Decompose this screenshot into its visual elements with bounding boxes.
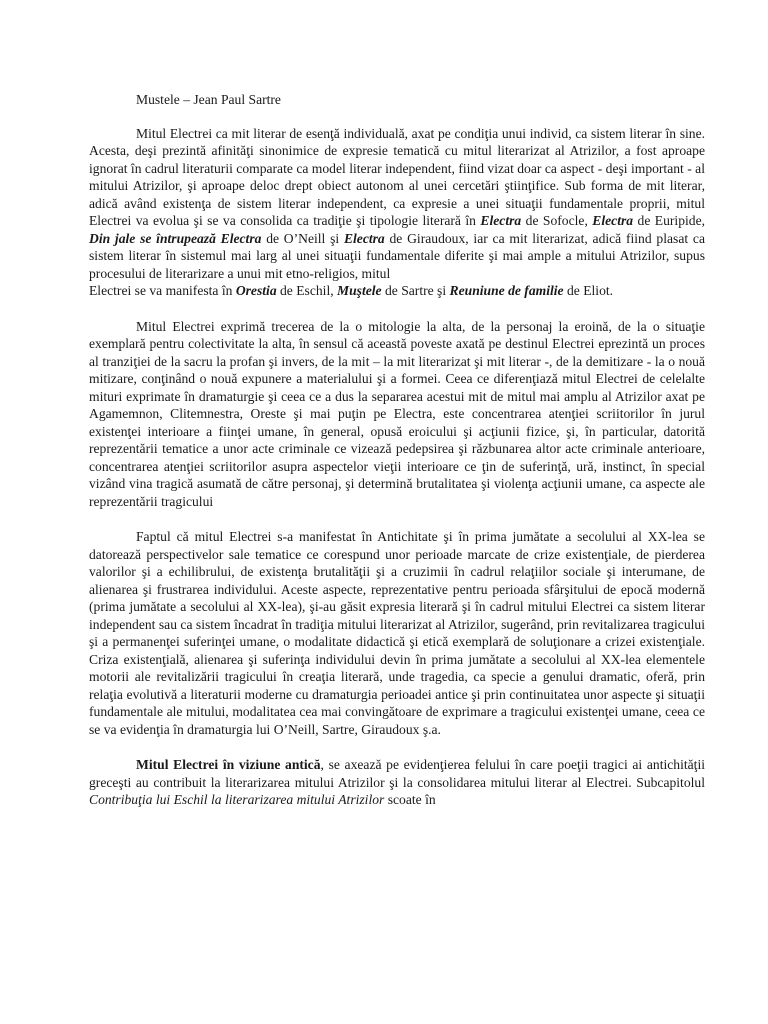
work-title-din-jale: Din jale se întrupează Electra (89, 230, 262, 246)
text-run: de Eschil, (276, 283, 338, 298)
work-title-electra-euripide: Electra (592, 213, 634, 228)
section-heading-inline: Mitul Electrei în viziune antică (136, 757, 321, 772)
text-run: de Sofocle, (521, 213, 593, 228)
work-title-electra-giraudoux: Electra (343, 230, 385, 246)
text-run: scoate în (384, 792, 436, 807)
work-title-orestia: Orestia (235, 283, 277, 298)
work-title-reuniune: Reuniune de familie (449, 283, 564, 298)
work-title-electra-sofocle: Electra (480, 213, 522, 228)
text-run: de O’Neill şi (261, 230, 344, 246)
paragraph-electra-myth-intro (89, 125, 705, 283)
paragraph-twentieth-century: Faptul că mitul Electrei s-a manifestat în Antichitate şi în prima jumătate a secolului al XX-lea se datorează perspectivelor sale tematice ce corespund unor perioade marcate de crize existenţiale, de pierderea valorilor şi a echilibrului, de existenţa brutalităţii şi a cruzimii în cadrul relaţiilor sociale şi interumane, de alienarea şi frustrarea individului. Aceste aspecte, reprezentative pentru perioada sfârşitului de epocă modernă (prima jumătate a secolului al XX-lea), şi-au găsit expresia literară şi în cadrul mitului Electrei ca sistem literar independent sau ca sistem încadrat în tradiţia mitului literarizat al Atrizilor, sugerând, prin revitalizarea tragicului şi a permanenţei suferinţei umane, o modalitate didactică şi etică exemplară de soluţionare a crizei existenţiale. Criza existenţială, alienarea şi suferinţa individului devin în prima jumătate a secolului al XX-lea elementele motorii ale revitalizării tragicului în creaţia literară, unde tragedia, ca specie a genului dramatic, oferă, prin relaţia evolutivă a literaturii moderne cu dramaturgia perioadei antice şi prin continuitatea unor aspecte şi situaţii fundamentale ale mitului, modalitatea cea mai convingătoare de exprimare a tragicului existenţei umane, ceea ce se va evidenţia în dramaturgia lui O’Neill, Sartre, Giraudoux ş.a. (89, 529, 705, 737)
text-run: , se axează pe evidenţierea felului în care poeţii tragici ai antichităţii greceşti au contribuit la literarizarea mitului Atrizilor şi la consolidarea mitului literar al Electrei. Subcapitolul (89, 757, 706, 790)
subchapter-title: Contribuţia lui Eschil la literarizarea mitului Atrizilor (89, 792, 385, 807)
work-title-mustele: Muştele (337, 283, 382, 298)
paragraph-electra-continuation (89, 282, 705, 300)
text-run: Mitul Electrei ca mit literar de esenţă individuală, axat pe condiţia unui individ, ca sistem literar în sine. Acesta, deşi prezintă afinităţi sinonimice de expresie tematică cu mitul literarizat al Atrizilor, a fost aproape ignorat în cadrul literaturii comparate ca model literar independent, fiind vizat doar ca aspect - deşi important - al mitului Atrizilor, şi aproape deloc drept obiect autonom al unei cercetări ştiinţifice. Sub forma de mit literar, adică având existenţa de sistem literar independent, ca expresie a unei situaţii fundamentale proprii, mitul Electrei va evolua şi se va consolida ca tradiţie şi tipologie literară în (89, 125, 705, 228)
document-title: Mustele – Jean Paul Sartre (136, 92, 281, 107)
text-run: de Sartre şi (381, 283, 450, 298)
paragraph-mythology-transition: Mitul Electrei exprimă trecerea de la o mitologie la alta, de la personaj la eroină, de la o situaţie exemplară pentru colectivitate la alta, în sensul că această poveste axată pe destinul Electrei eprezintă un proces al tranziţiei de la sacru la profan şi invers, de la mit – la mit literarizat şi mit literar -, de la demitizare - la o nouă mitizare, conţinând o nouă expunere a materialului şi a formei. Ceea ce diferenţiază mitul Electrei de celelalte mituri exprimate în dramaturgie şi ceea ce a dus la separarea acestui mit de mitul mai amplu al Atrizilor axat pe Agamemnon, Clitemnestra, Oreste şi mai puţin pe Electra, este concentrarea atenţiei scriitorilor în jurul existenţei interioare a fiinţei umane, în general, opusă eroicului şi acţiunii fizice, şi, în particular, datorită reprezentării tematice a unor acte criminale ce vizează pedepsirea şi răzbunarea altor acte criminale anterioare, concentrarea atenţiei scriitorilor asupra aspectelor vieţii interioare ce ţin de suferinţă, ură, instinct, în special vizând vina tragică asumată de către personaj, şi determină brutalitatea şi violenţa acţiunii umane, ca aspecte ale reprezentării tragicului (89, 318, 705, 509)
text-run: de Eliot. (563, 283, 614, 298)
text-run: Electrei se va manifesta în (89, 283, 236, 298)
text-run: de Euripide, (633, 213, 705, 228)
paragraph-antique-vision (89, 756, 705, 809)
text-run: de Giraudoux, iar ca mit literarizat, adică fiind plasat ca sistem literar în sistemul mai larg al unei situaţii fundamentale diferite şi mai ample a mitului Atrizilor, supus procesului de literarizare a unui mit etno-religios, mitul (89, 230, 705, 281)
